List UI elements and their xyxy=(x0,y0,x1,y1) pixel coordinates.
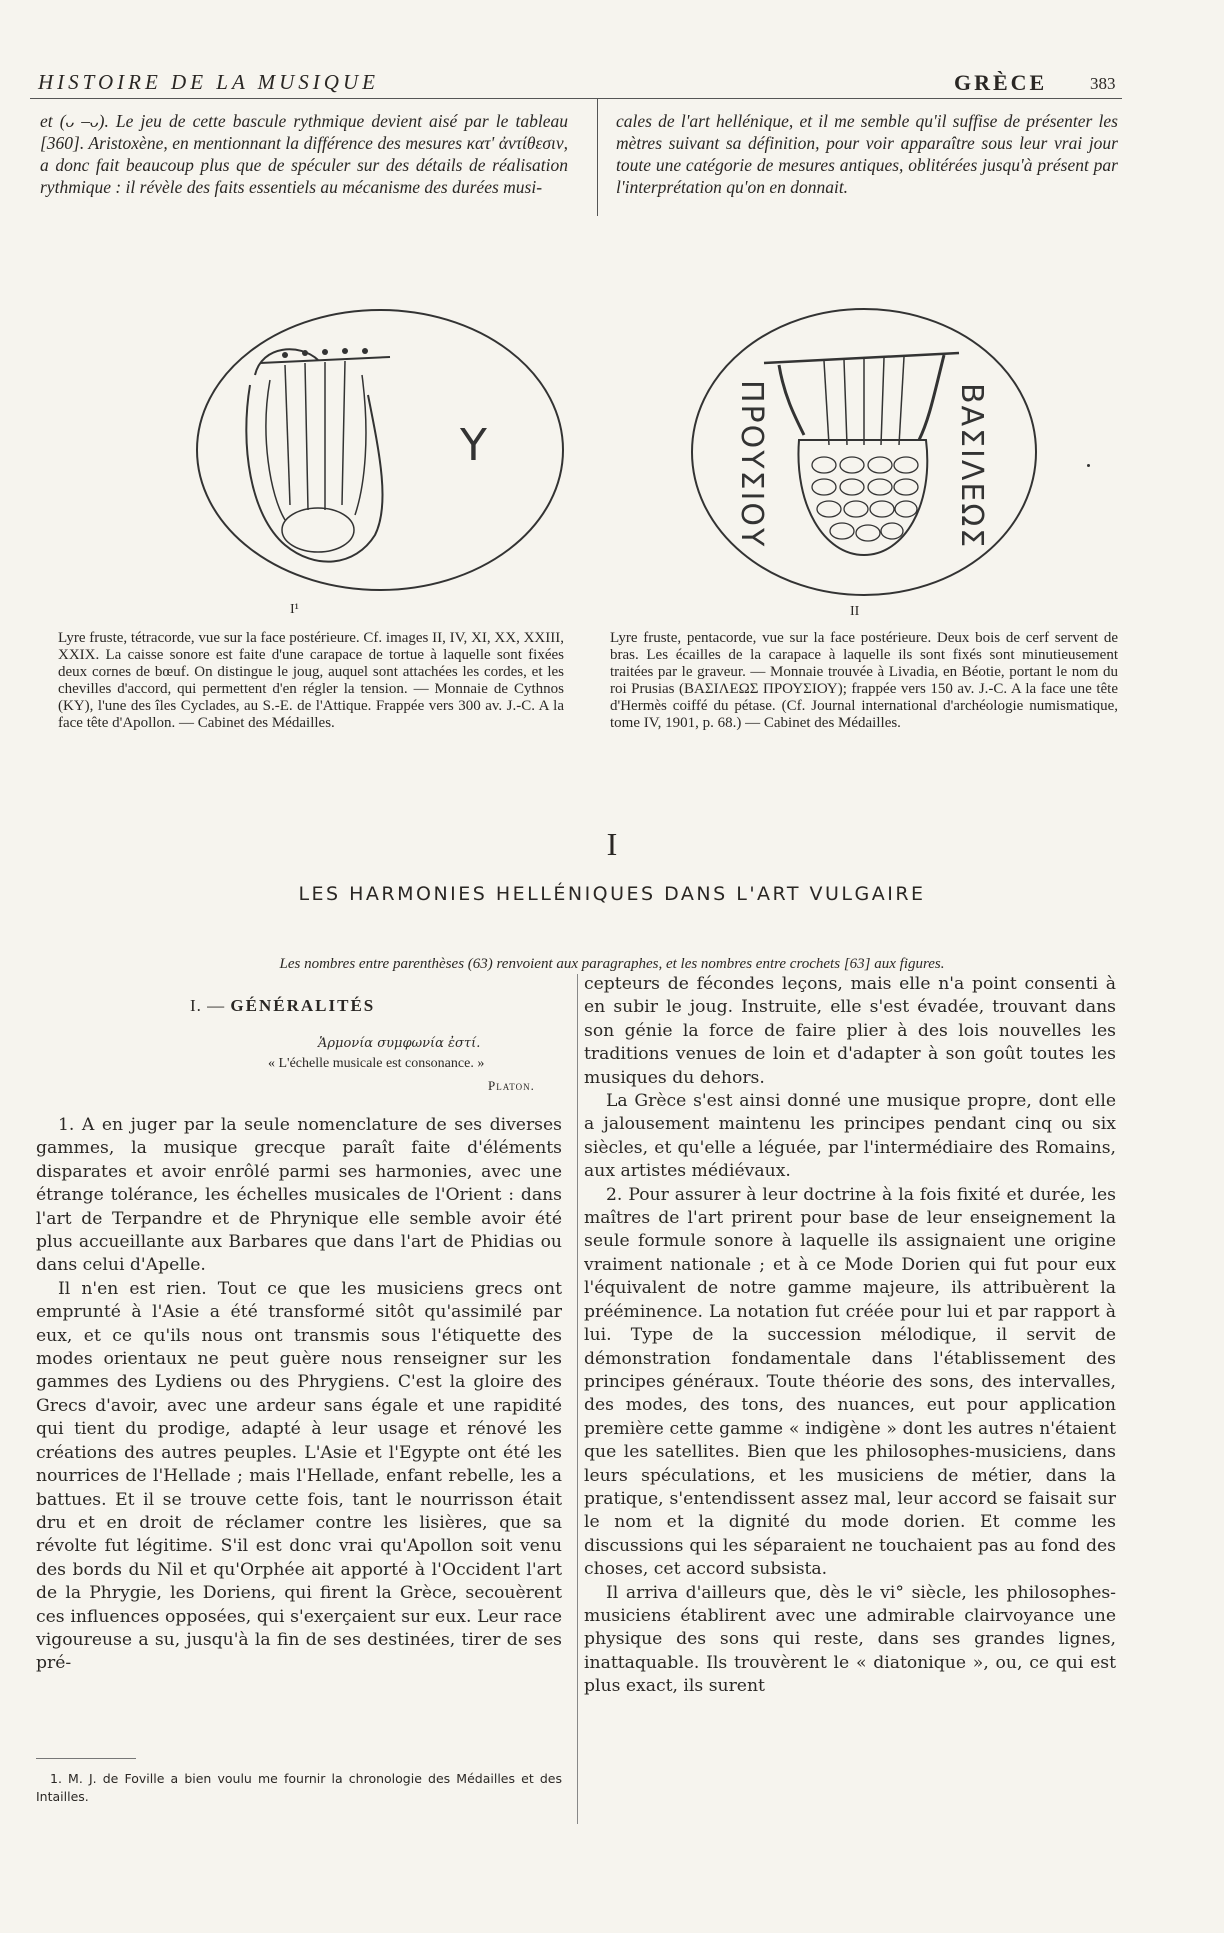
coin-figure-1 xyxy=(190,305,570,595)
coin-legend-left: ΠΡΟΥΣΙΟΥ xyxy=(734,380,769,549)
top-column-right: cales de l'art hellénique, et il me semble qu'il suffise de présenter les mètres suivant sa définition, pour voir apparaître sous leur vrai jour toute une catégorie de mesures antiques, oblitérées jusqu'à présent par l'interprétation qu'on en donnait. xyxy=(616,111,1118,197)
top-column-left: et (ᴗ –ᴗ). Le jeu de cette bascule rythmique devient aisé par le tableau [360]. Aristoxène, en mentionnant la différence des mesures κατ' ἀντίθεσιν, a donc fait beaucoup plus que de spéculer sur des détails de réalisation rythmique : il révèle des faits essentiels au mécanisme des durées musi- xyxy=(40,111,568,197)
paragraph: Il arriva d'ailleurs que, dès le vi° siècle, les philosophes-musiciens établirent avec une admirable clairvoyance une physique des sons qui reste, dans ses grandes lignes, inattaquable. Ils trouvèrent le « diatonique », ou, ce qui est plus exact, ils surent xyxy=(584,1582,1116,1697)
column-divider-top xyxy=(597,98,598,216)
stray-mark xyxy=(1087,464,1090,467)
figure-caption-1: Lyre fruste, tétracorde, vue sur la face postérieure. Cf. images II, IV, XI, XX, XXIII, XXIX. La caisse sonore est faite d'une carapace de tortue à laquelle sont fixées deux cornes de bœuf. On distingue le joug, auquel sont attachées les cordes, et les chevilles d'accord, qui permettent d'en régler la tension. — Monnaie de Cythnos (KΥ), l'une des îles Cyclades, au S.-E. de l'Attique. Frappée vers 300 av. J.-C. A la face tête d'Apollon. — Cabinet des Médailles. xyxy=(58,630,564,731)
epigraph-author: Platon. xyxy=(488,1078,535,1093)
epigraph-french: « L'échelle musicale est consonance. » xyxy=(268,1056,485,1071)
chapter-note: Les nombres entre parenthèses (63) renvoient aux paragraphes, et les nombres entre crochets [63] aux figures. xyxy=(279,956,945,972)
epigraph-greek: Ἁρμονία συμφωνία ἐστί. xyxy=(318,1036,481,1051)
body-column-left xyxy=(36,1114,562,1676)
paragraph: 1. A en juger par la seule nomenclature de ses diverses gammes, la musique grecque paraît faite d'éléments disparates et avoir enrôlé parmi ses harmonies, avec une étrange tolérance, les échelles musicales de l'Orient : dans l'art de Terpandre et de Phrynique elle semble avoir été plus accueillante aux Barbares que dans l'art de Phidias ou dans celui d'Apelle. xyxy=(36,1115,562,1276)
chapter-title: LES HARMONIES HELLÉNIQUES DANS L'ART VULGAIRE xyxy=(298,883,926,905)
footnote-rule xyxy=(36,1758,136,1759)
section-heading-prefix: I. — xyxy=(190,996,226,1015)
coin-legend-right: ΒΑΣΙΛΕΩΣ xyxy=(954,383,989,550)
column-divider-body xyxy=(577,974,578,1824)
figure-caption-2: Lyre fruste, pentacorde, vue sur la face postérieure. Deux bois de cerf servent de bras. Les écailles de la carapace à laquelle ils sont fixés sont minutieusement traitées par le graveur. — Monnaie trouvée à Livadia, en Béotie, portant le nom du roi Prusias (ΒΑΣΙΛΕΩΣ ΠΡΟΥΣΙΟΥ); frappée vers 150 av. J.-C. A la face une tête d'Hermès coiffé du pétase. (Cf. Journal international d'archéologie numismatique, tome IV, 1901, p. 68.) — Cabinet des Médailles. xyxy=(610,630,1118,731)
running-head-title: HISTOIRE DE LA MUSIQUE xyxy=(38,70,379,94)
coin-letter: Y xyxy=(460,420,487,471)
figure-label-1: I¹ xyxy=(290,602,299,617)
header-rule xyxy=(30,98,1122,99)
section-heading-text: GÉNÉRALITÉS xyxy=(230,996,376,1015)
footnote: 1. M. J. de Foville a bien voulu me fournir la chronologie des Médailles et des Intailles. xyxy=(36,1771,562,1804)
body-column-right xyxy=(584,973,1116,1699)
chapter-number: I xyxy=(606,826,618,862)
paragraph: Il n'en est rien. Tout ce que les musiciens grecs ont emprunté à l'Asie a été transformé sitôt qu'assimilé par eux, et ce qu'ils nous ont transmis sous l'étiquette des modes orientaux ne peut guère nous renseigner sur les gammes des Lydiens ou des Phrygiens. C'est la gloire des Grecs d'avoir, avec une ardeur sans égale et une rapidité qui tient du prodige, adapté à leur usage et rénové les créations des autres peuples. L'Asie et l'Egypte ont été les nourrices de l'Hellade ; mais l'Hellade, enfant rebelle, les a battues. Et il se trouve cette fois, tant le nourrisson était dru et en droit de réclamer contre les lisières, que sa révolte fut légitime. S'il est donc vrai qu'Apollon soit venu des bords du Nil et qu'Orphée ait apporté à l'Occident l'art de la Phrygie, les Doriens, qui firent la Grèce, secouèrent ces influences opposées, qui s'exerçaient sur eux. Leur race vigoureuse a su, jusqu'à la fin de ses destinées, tirer de ses pré- xyxy=(36,1278,562,1674)
paragraph: La Grèce s'est ainsi donné une musique propre, dont elle a jalousement maintenu les principes pendant cinq ou six siècles, et qu'elle a léguée, par l'intermédiaire des Romains, aux artistes médiévaux. xyxy=(584,1091,1116,1182)
paragraph: cepteurs de fécondes leçons, mais elle n'a point consenti à en subir le joug. Instruite, elle s'est évadée, trouvant dans son génie la force de faire plier à des lois nouvelles les traditions venues de loin et d'adapter à son goût toutes les musiques du dehors. xyxy=(584,974,1116,1088)
figure-label-2: II xyxy=(850,604,860,619)
paragraph: 2. Pour assurer à leur doctrine à la fois fixité et durée, les maîtres de l'art prirent pour base de leur enseignement la seule formule sonore à laquelle ils assignaient une origine vraiment nationale ; et à ce Mode Dorien qui fut pour eux l'équivalent de notre gamme majeure, ils attribuèrent la prééminence. La notation fut créée pour lui et par rapport à lui. Type de la succession mélodique, il servit de démonstration fondamentale dans l'établissement des principes généraux. Toute théorie des sons, des intervalles, des modes, des tons, des nuances, eut pour application première cette gamme « indigène » dont les autres n'étaient que les satellites. Bien que les philosophes-musiciens, dans leurs spéculations, et les musiciens de métier, dans la pratique, s'entendissent assez mal, leur accord se faisait sur le nom et la dignité du mode dorien. Et comme les discussions qui les séparaient ne touchaient pas au fond des choses, cet accord subsista. xyxy=(584,1184,1116,1580)
section-heading xyxy=(190,996,375,1016)
coin-figure-2 xyxy=(684,305,1044,599)
page-number: 383 xyxy=(1090,74,1116,93)
running-head-section: GRÈCE xyxy=(954,70,1048,95)
